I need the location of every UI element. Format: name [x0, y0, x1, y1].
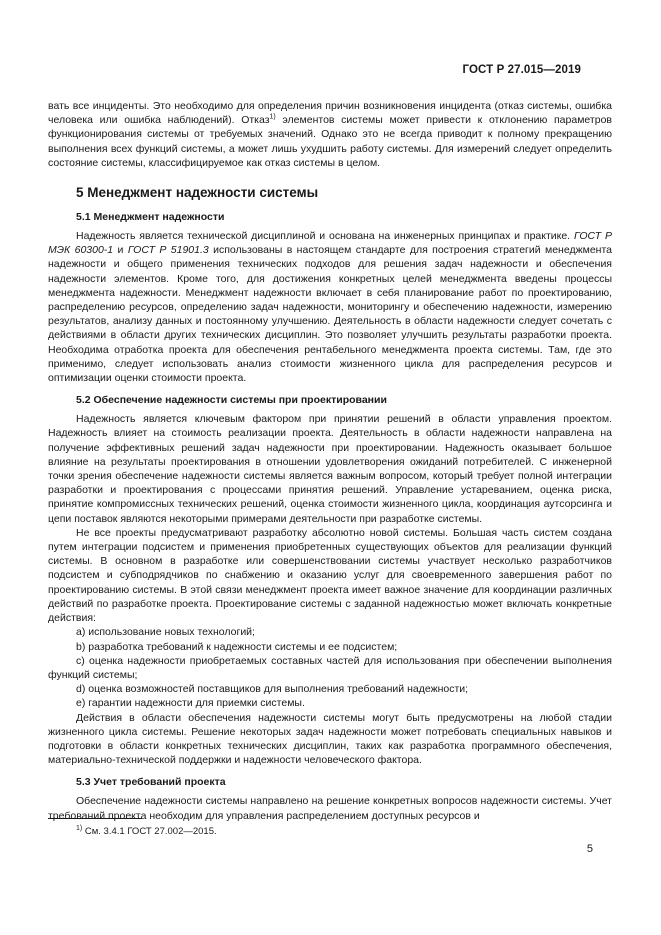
list-item-c: c) оценка надежности приобретаемых составных частей для использования при обеспечении выполнения функций системы; — [48, 654, 612, 681]
footnote-separator — [48, 818, 142, 819]
reference-gost-51901-3: ГОСТ Р 51901.3 — [127, 244, 209, 257]
intro-text-a: вать все инциденты. Это необходимо для определения причин возникновения инцидента (отказ системы, ошибка человека или ошибка наблюдений). Отказ — [48, 100, 612, 127]
section-5-3-heading: 5.3 Учет требований проекта — [76, 776, 226, 789]
list-item-e: e) гарантии надежности для приемки системы. — [76, 697, 305, 710]
s51-text-b: и — [113, 244, 128, 257]
section-5-3-paragraph: Обеспечение надежности системы направлено на решение конкретных вопросов надежности системы. Учет требований проекта необходим для управления распределением доступных ресурсов и — [48, 795, 612, 822]
section-5-1-paragraph — [48, 229, 612, 385]
list-item-a: a) использование новых технологий; — [76, 626, 255, 639]
page-number: 5 — [586, 843, 593, 855]
footnote-mark: 1) — [76, 824, 83, 832]
intro-text-b: элементов системы может привести к отклонению параметров функционирования системы от требуемых значений. Однако это не всегда приводит к полному прекращению выполнения всех функций системы, а может лишь ухудшить работу системы. Для измерений следует определить состояние системы, классифицируемое как отказ системы в целом. — [48, 114, 612, 169]
section-5-2-paragraph-3: Действия в области обеспечения надежности системы могут быть предусмотрены на любой стадии жизненного цикла системы. Решение некоторых задач надежности может потребовать специальных навыков и подготовки в области конкретных технических дисциплин, таких как разработка программного обеспечения, материально-технической поддержки и надежности человеческого фактора. — [48, 711, 612, 767]
document-body — [48, 99, 612, 823]
s51-text-a: Надежность является технической дисциплиной и основана на инженерных принципах и практике. — [76, 230, 574, 243]
footnote-ref[interactable]: 1) — [269, 113, 276, 121]
section-5-1-heading: 5.1 Менеджмент надежности — [76, 211, 225, 224]
section-5-2-paragraph-1: Надежность является ключевым фактором при принятии решений в области управления проектом. Надежность влияет на стоимость реализации проекта. Деятельность в области надежности направлена на получение эффективных решений задач надежности при проектировании. Надежность оказывает большое влияние на результаты проектирования в отношении удовлетворения ожиданий потребителей. С инженерной точки зрения обеспечение надежности системы является важным вопросом, который требует полной интеграции разработки и проектирования с процессами принятия решений. Управление устареванием, оценка риска, принятие компромиссных технических решений, оценка стоимости жизненного цикла, координация аутсорсинга и цепи поставок являются некоторыми примерами деятельности при разработке системы. — [48, 413, 612, 525]
section-5-heading: 5 Менеджмент надежности системы — [76, 185, 319, 201]
list-item-d: d) оценка возможностей поставщиков для выполнения требований надежности; — [76, 683, 469, 696]
section-5-2-paragraph-2: Не все проекты предусматривают разработку абсолютно новой системы. Большая часть систем создана путем интеграции подсистем и применения приобретенных существующих объектов для реализации функций системы. В основном в разработке или совершенствовании системы участвует несколько разработчиков подсистем и субподрядчиков по снабжению и оказанию услуг для своевременного завершения работ по проектированию системы. В этой связи менеджмент проекта имеет важное значение для координации различных действий по разработке проекта. Проектирование системы с заданной надежностью может включать конкретные действия: — [48, 526, 612, 625]
list-item-b: b) разработка требований к надежности системы и ее подсистем; — [76, 640, 398, 653]
intro-paragraph — [48, 99, 612, 170]
reference-gost-iec-60300-1: ГОСТ Р МЭК 60300-1 — [48, 230, 612, 257]
footnote — [76, 826, 217, 837]
s51-text-c: использованы в настоящем стандарте для построения стратегий менеджмента надежности и общего применения технических подходов для решения задач надежности и обеспечения надежности элементов. Кроме того, для достижения конкретных целей менеджмента введены процессы менеджмента надежности. Менеджмент надежности включает в себя планирование работ по проектированию, распределению ресурсов, определению задач надежности, мониторингу и обеспечению надежности, измерению результатов, анализу данных и постоянному улучшению. Деятельность в области надежности следует сочетать с действиями в области других технических дисциплин. Это позволяет улучшить результаты разработки проекта. Необходима отработка проекта для обеспечения рентабельного менеджмента проекта системы. Там, где это применимо, следует использовать анализ стоимости жизненного цикла для распределения ресурсов и оптимизации оценки стоимости проекта. — [48, 244, 613, 385]
footnote-text: См. 3.4.1 ГОСТ 27.002—2015. — [82, 826, 217, 837]
standard-header: ГОСТ Р 27.015—2019 — [462, 64, 581, 76]
section-5-2-heading: 5.2 Обеспечение надежности системы при проектировании — [76, 394, 387, 407]
